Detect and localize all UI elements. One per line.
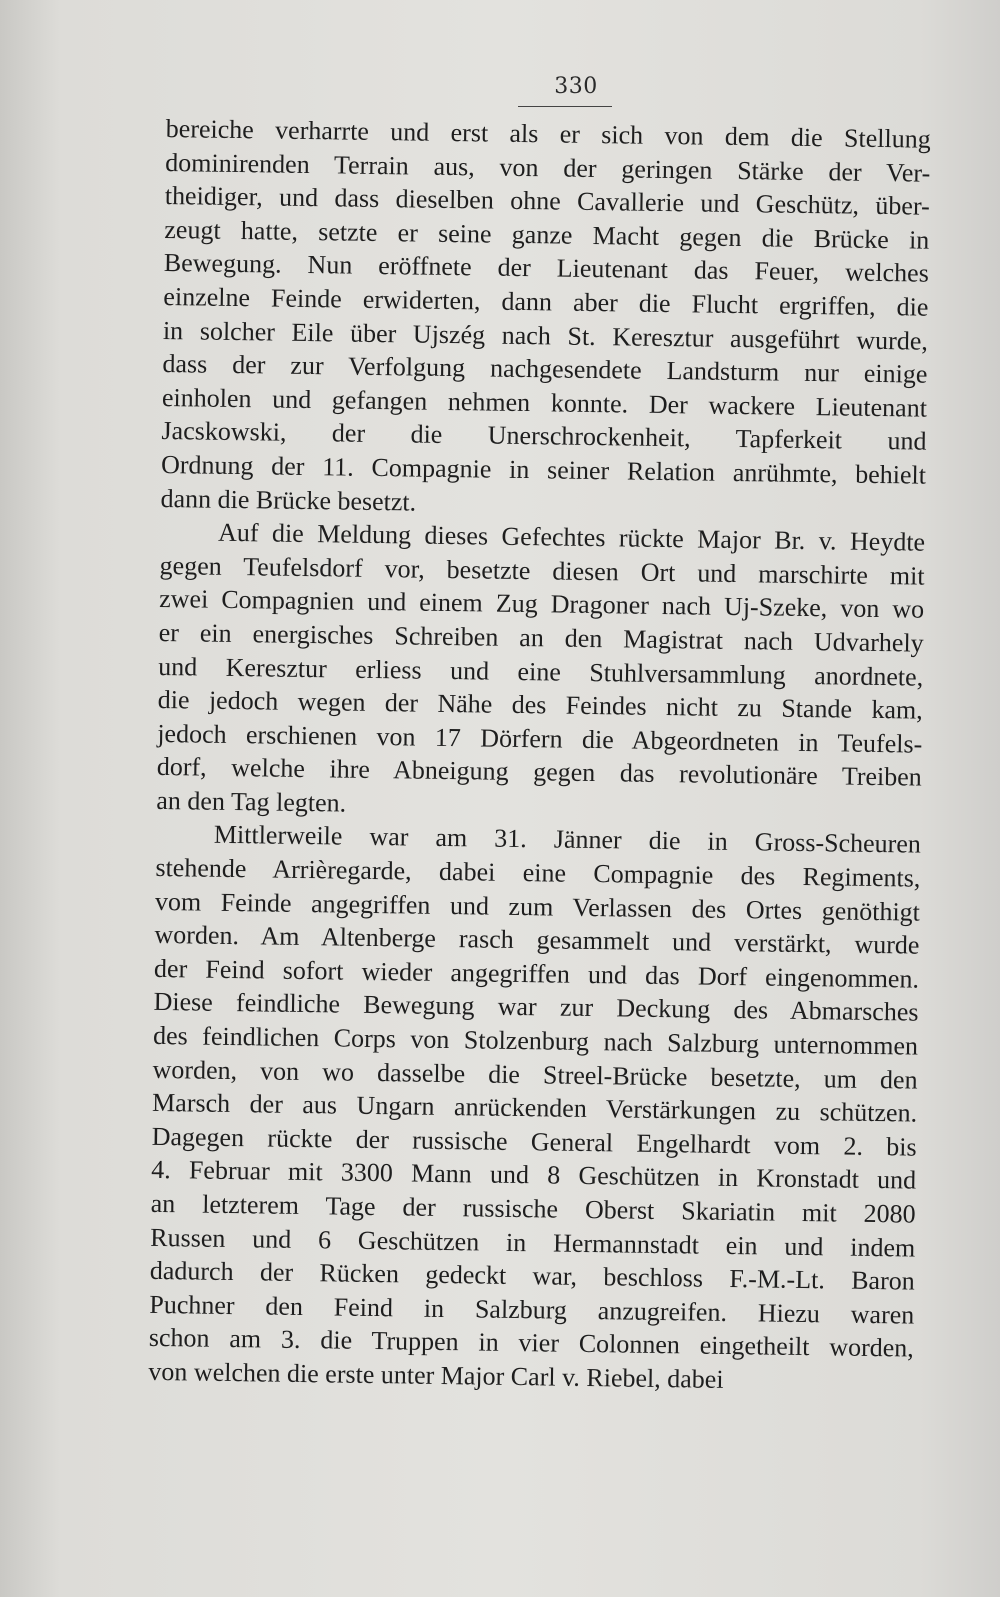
text-line: zeugt hatte, setzte er seine ganze Macht gegen die Brücke in — [164, 214, 930, 255]
text-line: dominirenden Terrain aus, von der geringen Stärke der Ver- — [165, 147, 931, 188]
text-line: von welchen die erste unter Major Carl v. Riebel, dabei — [148, 1356, 724, 1394]
text-line: einholen und gefangen nehmen konnte. Der wackere Lieutenant — [161, 382, 928, 423]
text-line: die jedoch wegen der Nähe des Feindes nicht zu Stande kam, — [157, 685, 923, 725]
text-line: der Feind sofort wieder angegriffen und das Dorf eingenommen. — [153, 953, 920, 994]
header-rule — [518, 106, 612, 107]
text-line: einzelne Feinde erwiderten, dann aber die Flucht ergriffen, die — [163, 281, 929, 322]
text-line: Bewegung. Nun eröffnete der Lieutenant das Feuer, welches — [163, 248, 930, 289]
text-line: an den Tag legten. — [156, 785, 347, 818]
text-line: schon am 3. die Truppen in vier Colonnen eingetheilt worden, — [148, 1323, 915, 1363]
text-line: stehende Arrièregarde, dabei eine Compagnie des Regiments, — [155, 852, 921, 893]
paragraph — [160, 112, 931, 526]
text-line: des feindlichen Corps von Stolzenburg nach Salzburg unternommen — [152, 1020, 919, 1061]
text-line: in solcher Eile über Ujszég nach St. Keresztur ausgeführt wurde, — [162, 315, 929, 356]
text-line: worden, von wo dasselbe die Streel-Brücke besetzte, um den — [152, 1054, 918, 1095]
body-text — [148, 112, 931, 1399]
text-line: dorf, welche ihre Abneigung gegen das revolutionäre Treiben — [156, 752, 922, 792]
text-line: Ordnung der 11. Compagnie in seiner Relation anrühmte, behielt — [160, 449, 927, 490]
text-line: zwei Compagnien und einem Zug Dragoner nach Uj-Szeke, von wo — [159, 584, 925, 624]
text-line: Russen und 6 Geschützen in Hermannstadt ein und indem — [150, 1222, 916, 1263]
text-line: Jacskowski, der die Unerschrockenheit, Tapferkeit und — [161, 416, 927, 456]
text-line: dadurch der Rücken gedeckt war, beschloss F.-M.-Lt. Baron — [149, 1256, 915, 1296]
text-line: er ein energisches Schreiben an den Magistrat nach Udvarhely — [158, 617, 924, 658]
text-line: gegen Teufelsdorf vor, besetzte diesen Ort und marschirte mit — [159, 550, 925, 591]
text-line: dass der zur Verfolgung nachgesendete Landsturm nur einige — [162, 349, 928, 389]
text-line: 4. Februar mit 3300 Mann und 8 Geschützen in Kronstadt und — [151, 1155, 917, 1195]
paragraph — [148, 817, 921, 1399]
text-line: an letzterem Tage der russische Oberst Skariatin mit 2080 — [150, 1188, 916, 1229]
text-line: dann die Brücke besetzt. — [160, 483, 417, 517]
text-line: Dagegen rückte der russische General Engelhardt vom 2. bis — [151, 1121, 917, 1162]
page-number: 330 — [554, 74, 598, 99]
text-line: Mittlerweile war am 31. Jänner die in Gross-Scheuren — [213, 820, 922, 860]
text-line: Auf die Meldung dieses Gefechtes rückte Major Br. v. Heydte — [217, 517, 926, 557]
text-line: vom Feinde angegriffen und zum Verlassen des Ortes genöthigt — [154, 886, 921, 927]
text-line: worden. Am Altenberge rasch gesammelt und verstärkt, wurde — [154, 920, 920, 960]
text-line: Diese feindliche Bewegung war zur Deckung des Abmarsches — [153, 987, 919, 1028]
paragraph — [156, 515, 925, 828]
text-line: bereiche verharrte und erst als er sich von dem die Stellung — [165, 113, 931, 154]
text-line: Puchner den Feind in Salzburg anzugreifen. Hiezu waren — [149, 1289, 915, 1330]
text-line: theidiger, und dass dieselben ohne Cavallerie und Geschütz, über- — [164, 181, 930, 221]
text-line: Marsch der aus Ungarn anrückenden Verstärkungen zu schützen. — [151, 1088, 918, 1128]
text-line: und Keresztur erliess und eine Stuhlversammlung anordnete, — [158, 651, 924, 692]
text-line: jedoch erschienen von 17 Dörfern die Abgeordneten in Teufels- — [157, 718, 923, 759]
